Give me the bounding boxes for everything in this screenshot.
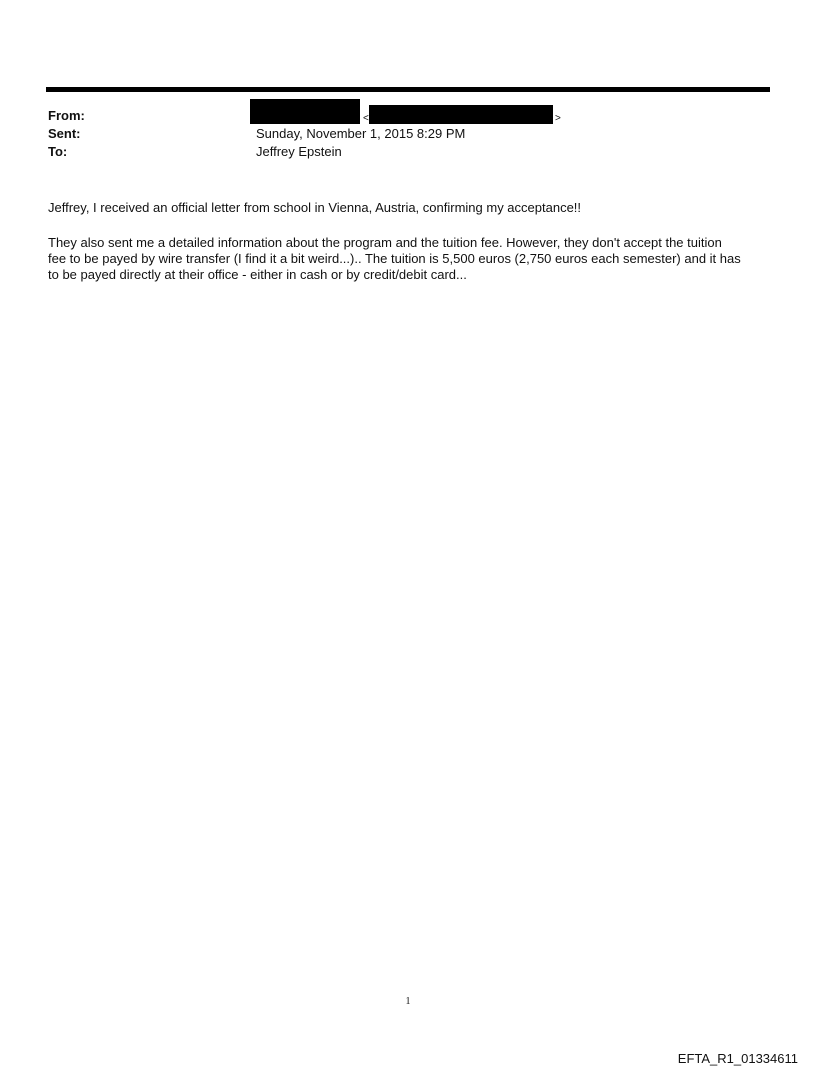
body-paragraph-2-line-2: fee to be payed by wire transfer (I find it a bit weird...).. The tuition is 5,500 euros (2,750 euros each semester) and it has — [48, 251, 741, 266]
from-close-bracket: > — [555, 113, 561, 124]
from-open-bracket: < — [363, 113, 369, 124]
sent-value: Sunday, November 1, 2015 8:29 PM — [256, 126, 466, 141]
redacted-sender-email — [369, 105, 553, 124]
body-paragraph-2-line-3: to be payed directly at their office - either in cash or by credit/debit card... — [48, 267, 467, 282]
body-paragraph-1: Jeffrey, I received an official letter from school in Vienna, Austria, confirming my acceptance!! — [48, 200, 582, 215]
redacted-sender-name — [250, 99, 360, 124]
document-id: EFTA_R1_01334611 — [677, 1051, 798, 1066]
body-paragraph-2-line-1: They also sent me a detailed information about the program and the tuition fee. However, they don't accept the tuition — [48, 235, 722, 250]
header-rule — [46, 87, 770, 92]
sent-label: Sent: — [48, 126, 81, 141]
to-value: Jeffrey Epstein — [256, 144, 342, 159]
page-number: 1 — [405, 996, 411, 1007]
to-label: To: — [48, 144, 68, 159]
from-label: From: — [48, 108, 85, 123]
